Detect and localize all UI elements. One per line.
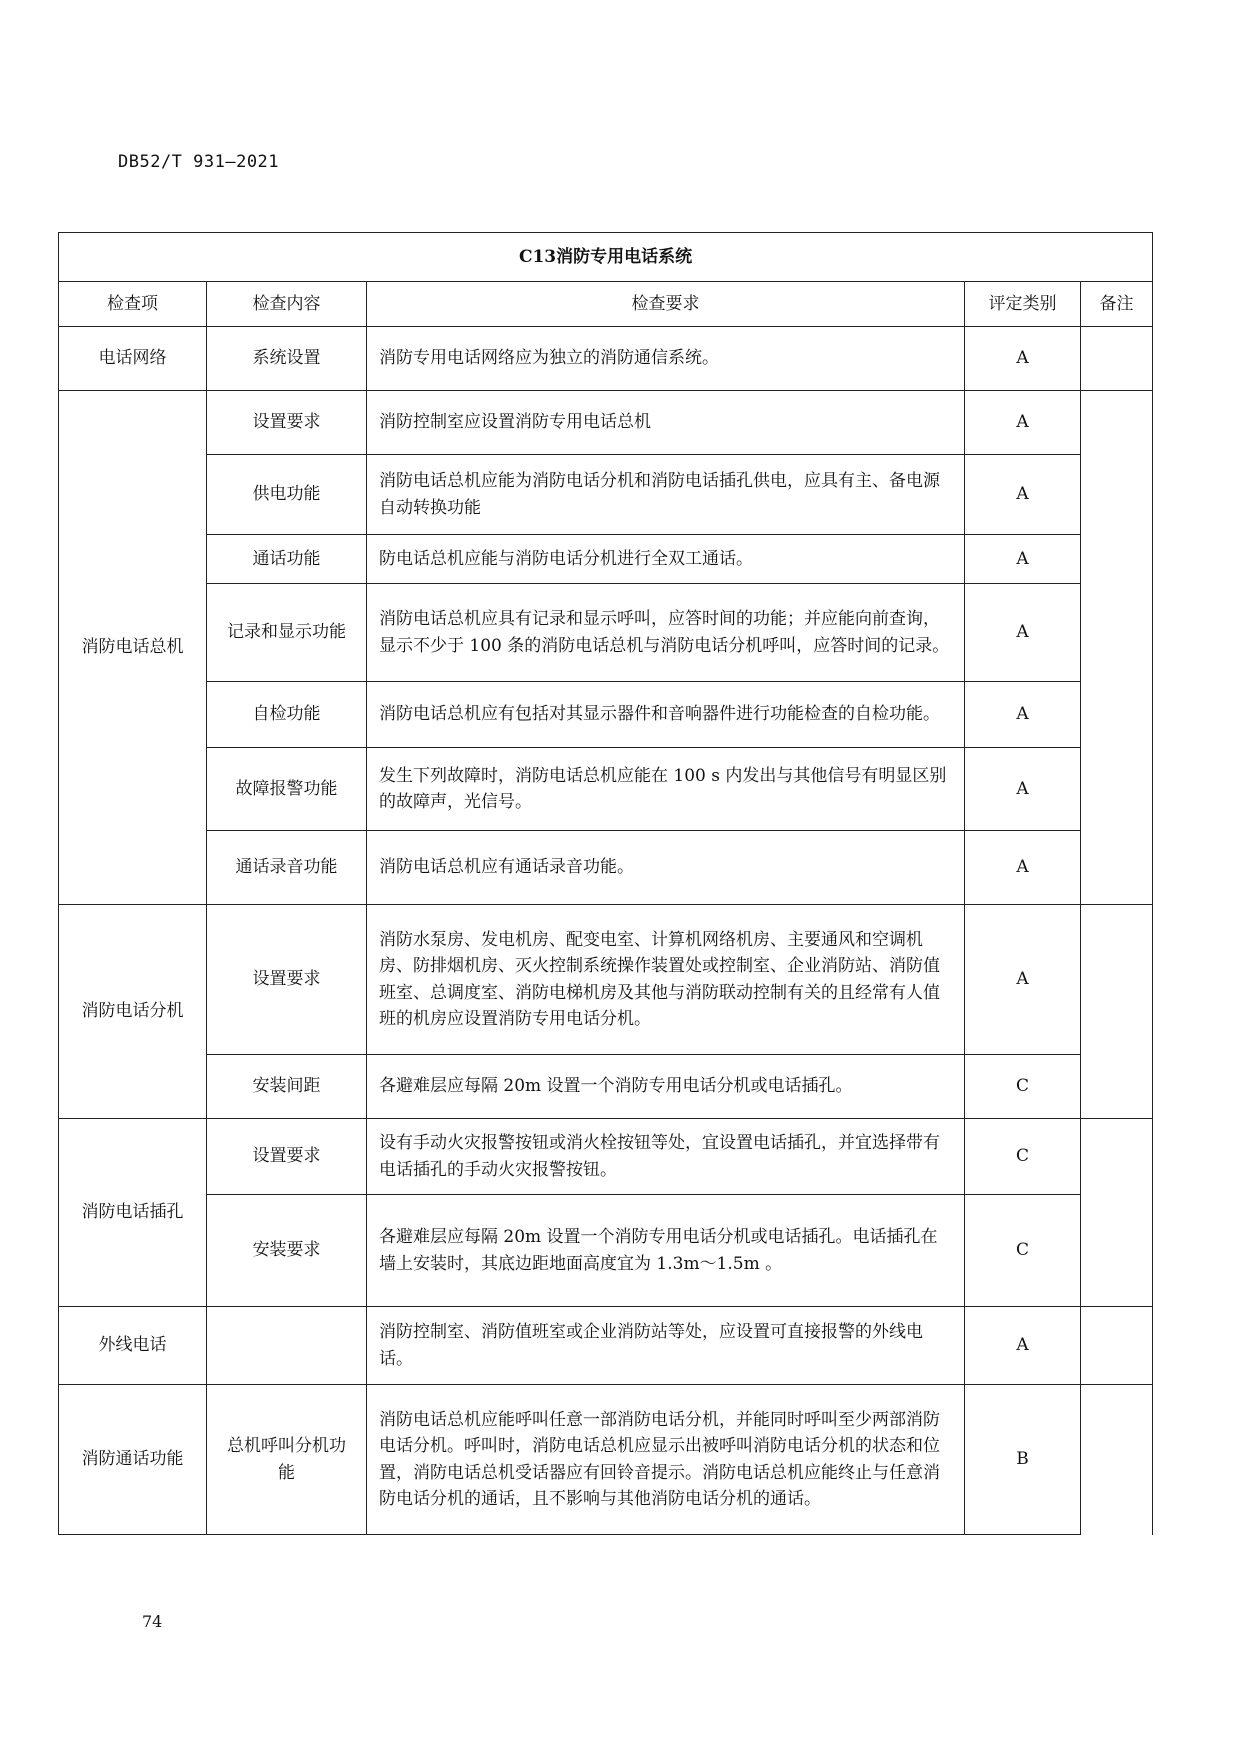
content-cell: 安装间距 [207,1055,367,1119]
table-row [59,1055,1153,1119]
table-row [59,327,1153,391]
item-cell: 消防通话功能 [59,1385,207,1535]
table-row [59,535,1153,584]
grade-cell: A [965,682,1081,748]
requirement-cell: 消防电话总机应具有记录和显示呼叫，应答时间的功能；并应能向前查询，显示不少于 100 条的消防电话总机与消防电话分机呼叫，应答时间的记录。 [367,584,965,682]
item-cell: 消防电话分机 [59,905,207,1119]
grade-cell: A [965,1307,1081,1385]
grade-cell: C [965,1195,1081,1307]
requirement-cell: 消防专用电话网络应为独立的消防通信系统。 [367,327,965,391]
grade-cell: A [965,584,1081,682]
column-header-remarks: 备注 [1081,282,1153,327]
item-cell: 消防电话插孔 [59,1119,207,1307]
table-row [59,682,1153,748]
grade-cell: A [965,455,1081,535]
table-row [59,455,1153,535]
table-title: C13消防专用电话系统 [59,233,1153,282]
content-cell: 安装要求 [207,1195,367,1307]
item-cell: 外线电话 [59,1307,207,1385]
grade-cell: C [965,1119,1081,1195]
column-header-grade: 评定类别 [965,282,1081,327]
table-row [59,584,1153,682]
content-cell: 自检功能 [207,682,367,748]
content-cell: 总机呼叫分机功能 [207,1385,367,1535]
item-cell: 电话网络 [59,327,207,391]
page-number: 74 [142,1612,163,1631]
remarks-cell [1081,391,1153,905]
table-row [59,1385,1153,1535]
requirement-cell: 消防电话总机应能呼叫任意一部消防电话分机，并能同时呼叫至少两部消防电话分机。呼叫时，消防电话总机应显示出被呼叫消防电话分机的状态和位置，消防电话总机受话器应有回铃音提示。消防电话总机应能终止与任意消防电话分机的通话，且不影响与其他消防电话分机的通话。 [367,1385,965,1535]
content-cell: 设置要求 [207,391,367,455]
requirement-cell: 消防电话总机应能为消防电话分机和消防电话插孔供电，应具有主、备电源自动转换功能 [367,455,965,535]
table-row [59,1195,1153,1307]
content-cell: 设置要求 [207,905,367,1055]
document-code: DB52/T 931—2021 [118,152,280,172]
content-cell: 设置要求 [207,1119,367,1195]
table-row [59,748,1153,831]
grade-cell: A [965,748,1081,831]
column-header-item: 检查项 [59,282,207,327]
requirement-cell: 消防电话总机应有包括对其显示器件和音响器件进行功能检查的自检功能。 [367,682,965,748]
grade-cell: A [965,391,1081,455]
grade-cell: A [965,831,1081,905]
item-cell: 消防电话总机 [59,391,207,905]
table-row [59,391,1153,455]
remarks-cell [1081,1307,1153,1385]
grade-cell: A [965,327,1081,391]
column-header-content: 检查内容 [207,282,367,327]
requirement-cell: 防电话总机应能与消防电话分机进行全双工通话。 [367,535,965,584]
remarks-cell [1081,327,1153,391]
requirement-cell: 消防电话总机应有通话录音功能。 [367,831,965,905]
requirement-cell: 设有手动火灾报警按钮或消火栓按钮等处，宜设置电话插孔，并宜选择带有电话插孔的手动火灾报警按钮。 [367,1119,965,1195]
content-cell: 通话录音功能 [207,831,367,905]
column-header-requirement: 检查要求 [367,282,965,327]
requirement-cell: 各避难层应每隔 20m 设置一个消防专用电话分机或电话插孔。 [367,1055,965,1119]
requirement-cell: 消防水泵房、发电机房、配变电室、计算机网络机房、主要通风和空调机房、防排烟机房、灭火控制系统操作装置处或控制室、企业消防站、消防值班室、总调度室、消防电梯机房及其他与消防联动控制有关的且经常有人值班的机房应设置消防专用电话分机。 [367,905,965,1055]
table-row [59,905,1153,1055]
content-cell [207,1307,367,1385]
content-cell: 通话功能 [207,535,367,584]
inspection-table [58,232,1153,1535]
content-cell: 记录和显示功能 [207,584,367,682]
requirement-cell: 各避难层应每隔 20m 设置一个消防专用电话分机或电话插孔。电话插孔在墙上安装时，其底边距地面高度宜为 1.3m～1.5m 。 [367,1195,965,1307]
grade-cell: A [965,535,1081,584]
requirement-cell: 发生下列故障时，消防电话总机应能在 100 s 内发出与其他信号有明显区别的故障声，光信号。 [367,748,965,831]
table-row [59,831,1153,905]
content-cell: 系统设置 [207,327,367,391]
remarks-cell [1081,1119,1153,1307]
content-cell: 供电功能 [207,455,367,535]
table-row [59,1307,1153,1385]
table-row [59,1119,1153,1195]
grade-cell: A [965,905,1081,1055]
grade-cell: C [965,1055,1081,1119]
remarks-cell [1081,905,1153,1119]
requirement-cell: 消防控制室应设置消防专用电话总机 [367,391,965,455]
grade-cell: B [965,1385,1081,1535]
requirement-cell: 消防控制室、消防值班室或企业消防站等处，应设置可直接报警的外线电话。 [367,1307,965,1385]
remarks-cell [1081,1385,1153,1535]
content-cell: 故障报警功能 [207,748,367,831]
